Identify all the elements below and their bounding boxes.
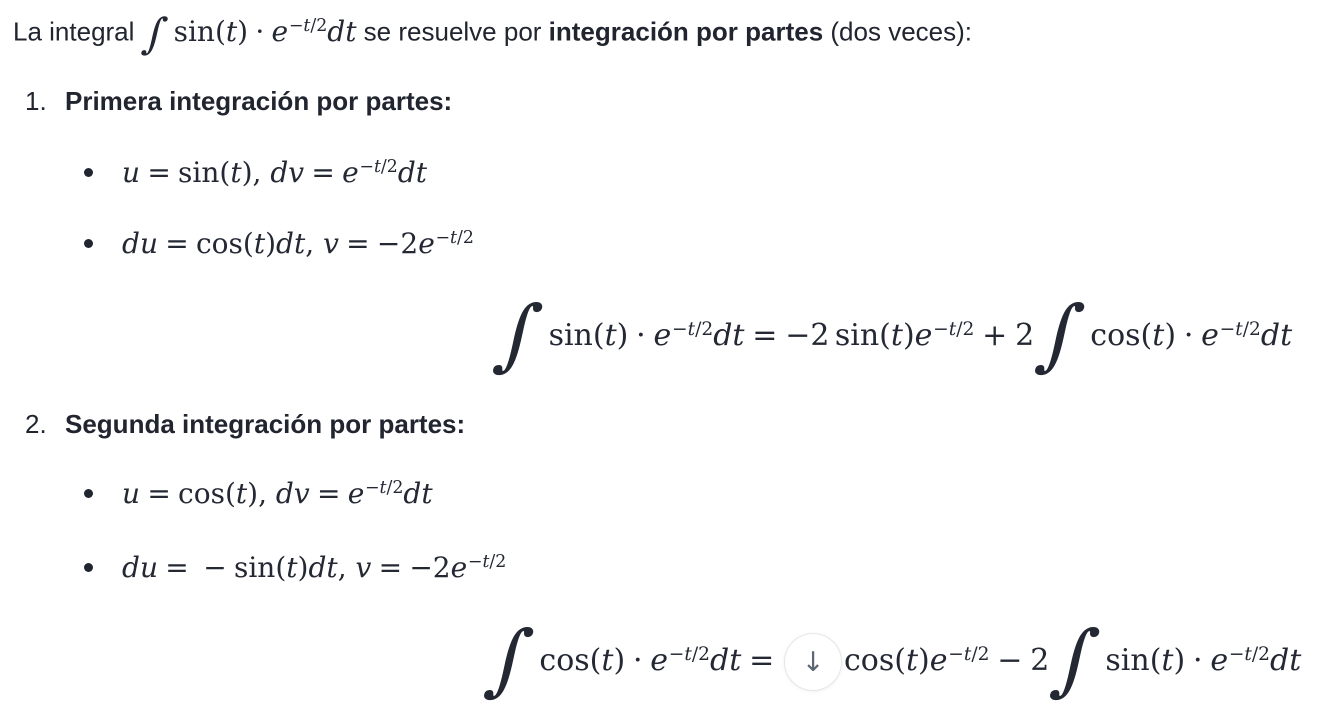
equation-math-left: $\int\cos(t) \cdot e^{-t/2}dt$ = xyxy=(479,614,775,705)
scroll-to-bottom-button[interactable] xyxy=(784,633,842,691)
bullet-math: du = cos(t)dt, $v = -2e^{-t/2}$ xyxy=(122,226,474,260)
bullet-math: du = − sin(t)dt, $v = -2e^{-t/2}$ xyxy=(122,550,507,584)
section-2-heading xyxy=(25,409,465,439)
bullet-item xyxy=(84,467,433,519)
bullet-item xyxy=(84,146,427,198)
bullet-math: u = sin(t), dv = $e^{-t/2}dt$ xyxy=(122,155,428,189)
section-title: Primera integración por partes: xyxy=(65,86,453,116)
intro-bold-phrase: integración por partes xyxy=(548,16,824,47)
bullet-dot-icon xyxy=(84,168,93,177)
bullet-dot-icon xyxy=(84,563,93,572)
section-title: Segunda integración por partes: xyxy=(65,409,466,439)
bullet-item xyxy=(84,217,474,269)
list-number: 2. xyxy=(25,409,47,439)
inline-math-integral: $\int\sin(t) \cdot e^{-t/2}dt$ xyxy=(139,8,357,58)
intro-middle: se resuelve por xyxy=(356,16,549,47)
display-equation-1 xyxy=(0,286,1344,380)
section-1-heading xyxy=(25,86,452,116)
equation-gap xyxy=(784,633,842,691)
intro-paragraph xyxy=(13,0,972,58)
equation-math-right: $\cos(t)e^{-t/2} - 2\int\sin(t) \cdot e^{-t/2}dt$ xyxy=(844,614,1302,705)
intro-suffix: (dos veces): xyxy=(823,16,972,47)
bullet-dot-icon xyxy=(84,239,93,248)
bullet-item xyxy=(84,541,506,593)
display-equation-2 xyxy=(0,611,1344,705)
arrow-down-icon: ↓ xyxy=(801,646,825,678)
intro-prefix: La integral xyxy=(13,16,142,47)
list-number: 1. xyxy=(25,86,47,116)
bullet-math: u = cos(t), dv = $e^{-t/2}dt$ xyxy=(122,476,433,510)
bullet-dot-icon xyxy=(84,489,93,498)
equation-math: $\int\sin(t) \cdot e^{-t/2}dt = -2$ $\sin(t)e^{-t/2} + 2\int\cos(t) \cdot e^{-t/2}dt$ xyxy=(489,289,1293,380)
